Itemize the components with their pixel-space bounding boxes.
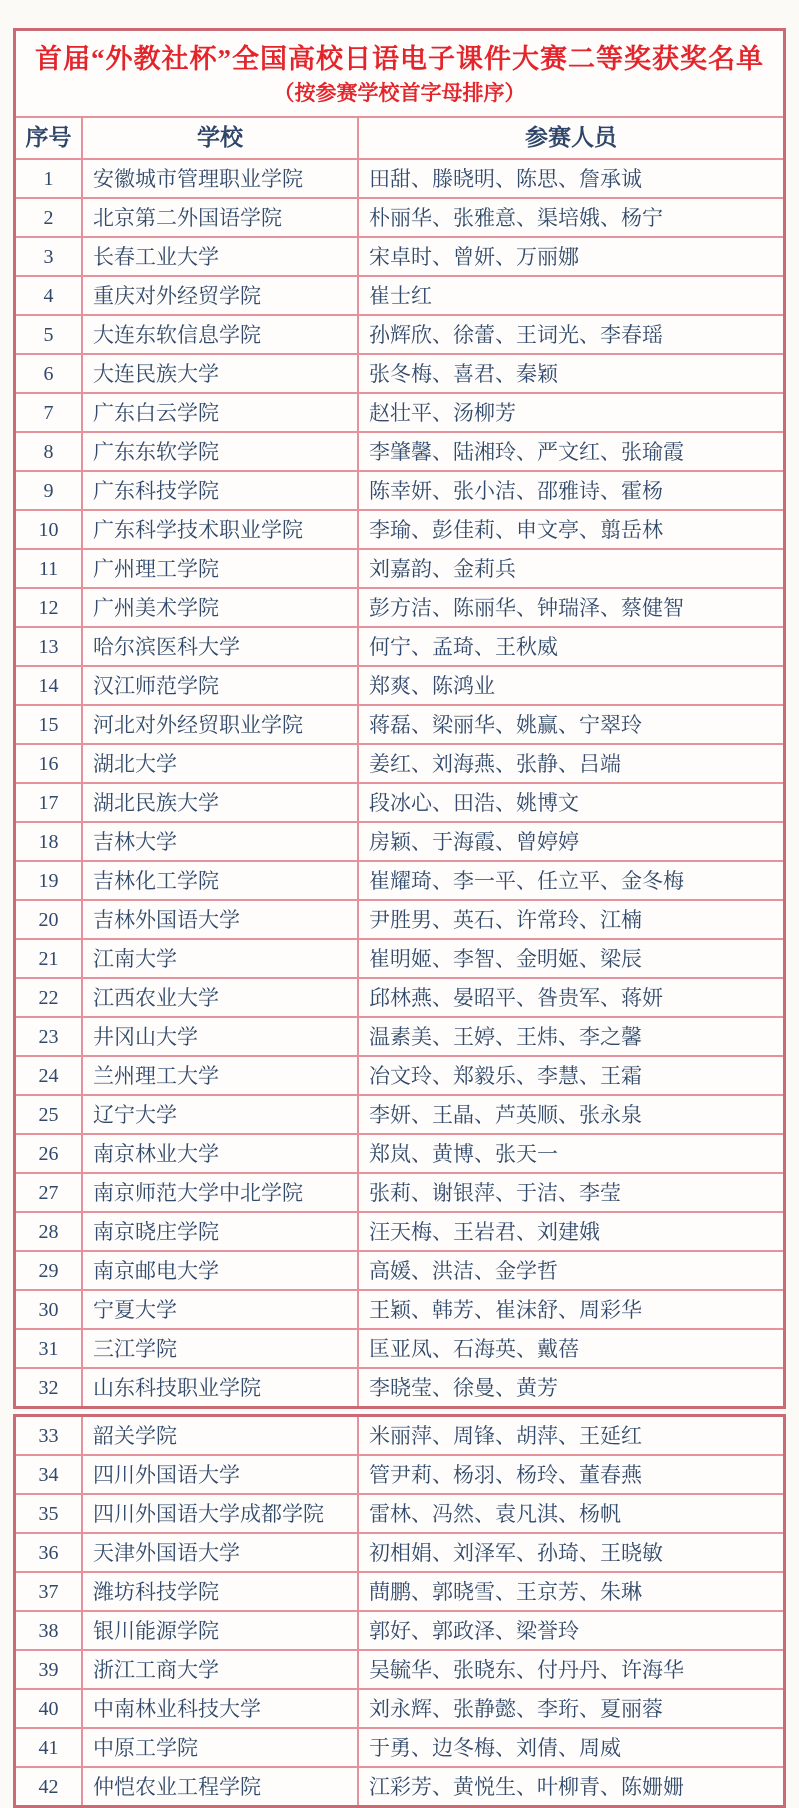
award-list-document bbox=[13, 28, 786, 1808]
row-school: 湖北大学 bbox=[83, 745, 359, 782]
table-row bbox=[16, 1417, 783, 1454]
table-row bbox=[16, 275, 783, 314]
table-rows-33-42 bbox=[16, 1417, 783, 1805]
row-school: 大连民族大学 bbox=[83, 355, 359, 392]
row-participants: 宋卓时、曾妍、万丽娜 bbox=[369, 244, 579, 269]
row-school: 广东科技学院 bbox=[83, 472, 359, 509]
row-participants: 房颖、于海霞、曾婷婷 bbox=[369, 829, 579, 854]
row-number: 9 bbox=[16, 472, 83, 509]
table-row bbox=[16, 1454, 783, 1493]
row-participants: 张冬梅、喜君、秦颖 bbox=[369, 361, 558, 386]
table-row bbox=[16, 353, 783, 392]
row-participants: 雷林、冯然、袁凡淇、杨帆 bbox=[369, 1501, 621, 1526]
row-school: 天津外国语大学 bbox=[83, 1534, 359, 1571]
row-school: 井冈山大学 bbox=[83, 1018, 359, 1055]
row-number: 27 bbox=[16, 1174, 83, 1211]
table-row bbox=[16, 1289, 783, 1328]
row-participants: 汪天梅、王岩君、刘建娥 bbox=[369, 1219, 600, 1244]
table-row bbox=[16, 314, 783, 353]
row-number: 13 bbox=[16, 628, 83, 665]
row-number: 25 bbox=[16, 1096, 83, 1133]
table-row bbox=[16, 236, 783, 275]
row-number: 20 bbox=[16, 901, 83, 938]
row-school: 长春工业大学 bbox=[83, 238, 359, 275]
table-block-main bbox=[13, 28, 786, 1409]
row-number: 21 bbox=[16, 940, 83, 977]
row-number: 22 bbox=[16, 979, 83, 1016]
row-school: 山东科技职业学院 bbox=[83, 1369, 359, 1406]
row-participants: 张莉、谢银萍、于洁、李莹 bbox=[369, 1180, 621, 1205]
table-row bbox=[16, 431, 783, 470]
row-participants: 温素美、王婷、王炜、李之馨 bbox=[369, 1024, 642, 1049]
header-participants: 参赛人员 bbox=[525, 125, 617, 150]
row-participants: 李瑜、彭佳莉、申文亭、翦岳林 bbox=[369, 517, 663, 542]
row-participants: 崔士红 bbox=[369, 283, 432, 308]
row-number: 15 bbox=[16, 706, 83, 743]
table-row bbox=[16, 743, 783, 782]
row-number: 2 bbox=[16, 199, 83, 236]
row-school: 广东科学技术职业学院 bbox=[83, 511, 359, 548]
row-participants: 李肇馨、陆湘玲、严文红、张瑜霞 bbox=[369, 439, 684, 464]
row-number: 11 bbox=[16, 550, 83, 587]
row-number: 8 bbox=[16, 433, 83, 470]
row-number: 24 bbox=[16, 1057, 83, 1094]
row-school: 南京林业大学 bbox=[83, 1135, 359, 1172]
row-participants: 何宁、孟琦、王秋威 bbox=[369, 634, 558, 659]
row-participants: 赵壮平、汤柳芳 bbox=[369, 400, 516, 425]
row-number: 29 bbox=[16, 1252, 83, 1289]
row-number: 7 bbox=[16, 394, 83, 431]
row-number: 3 bbox=[16, 238, 83, 275]
row-school: 吉林外国语大学 bbox=[83, 901, 359, 938]
table-row bbox=[16, 899, 783, 938]
row-school: 江南大学 bbox=[83, 940, 359, 977]
row-participants: 刘嘉韵、金莉兵 bbox=[369, 556, 516, 581]
row-participants: 郑岚、黄博、张天一 bbox=[369, 1141, 558, 1166]
row-participants: 李晓莹、徐曼、黄芳 bbox=[369, 1375, 558, 1400]
row-participants: 崔明姬、李智、金明姬、梁辰 bbox=[369, 946, 642, 971]
row-school: 江西农业大学 bbox=[83, 979, 359, 1016]
row-number: 16 bbox=[16, 745, 83, 782]
row-participants: 郑爽、陈鸿业 bbox=[369, 673, 495, 698]
table-row bbox=[16, 1766, 783, 1805]
row-participants: 冶文玲、郑毅乐、李慧、王霜 bbox=[369, 1063, 642, 1088]
row-number: 18 bbox=[16, 823, 83, 860]
row-participants: 蔄鹏、郭晓雪、王京芳、朱琳 bbox=[369, 1579, 642, 1604]
row-number: 35 bbox=[16, 1495, 83, 1532]
row-participants: 陈幸妍、张小洁、邵雅诗、霍杨 bbox=[369, 478, 663, 503]
table-row bbox=[16, 1727, 783, 1766]
row-number: 41 bbox=[16, 1729, 83, 1766]
table-row bbox=[16, 509, 783, 548]
table-row bbox=[16, 1688, 783, 1727]
row-participants: 米丽萍、周锋、胡萍、王延红 bbox=[369, 1423, 642, 1448]
row-school: 广州美术学院 bbox=[83, 589, 359, 626]
row-school: 四川外国语大学 bbox=[83, 1456, 359, 1493]
table-header-row bbox=[16, 118, 783, 158]
row-number: 31 bbox=[16, 1330, 83, 1367]
table-row bbox=[16, 1055, 783, 1094]
row-school: 仲恺农业工程学院 bbox=[83, 1768, 359, 1805]
row-participants: 孙辉欣、徐蕾、王词光、李春瑶 bbox=[369, 322, 663, 347]
table-row bbox=[16, 860, 783, 899]
row-participants: 刘永辉、张静懿、李珩、夏丽蓉 bbox=[369, 1696, 663, 1721]
row-school: 兰州理工大学 bbox=[83, 1057, 359, 1094]
table-row bbox=[16, 938, 783, 977]
table-row bbox=[16, 977, 783, 1016]
row-number: 5 bbox=[16, 316, 83, 353]
row-participants: 于勇、边冬梅、刘倩、周威 bbox=[369, 1735, 621, 1760]
row-school: 潍坊科技学院 bbox=[83, 1573, 359, 1610]
row-number: 37 bbox=[16, 1573, 83, 1610]
table-rows-1-32 bbox=[16, 158, 783, 1406]
row-number: 12 bbox=[16, 589, 83, 626]
row-number: 17 bbox=[16, 784, 83, 821]
row-number: 23 bbox=[16, 1018, 83, 1055]
row-school: 大连东软信息学院 bbox=[83, 316, 359, 353]
table-row bbox=[16, 1649, 783, 1688]
row-number: 38 bbox=[16, 1612, 83, 1649]
row-participants: 姜红、刘海燕、张静、吕端 bbox=[369, 751, 621, 776]
row-participants: 管尹莉、杨羽、杨玲、董春燕 bbox=[369, 1462, 642, 1487]
row-participants: 匡亚凤、石海英、戴蓓 bbox=[369, 1336, 579, 1361]
table-row bbox=[16, 470, 783, 509]
row-school: 宁夏大学 bbox=[83, 1291, 359, 1328]
row-school: 三江学院 bbox=[83, 1330, 359, 1367]
row-number: 34 bbox=[16, 1456, 83, 1493]
row-school: 汉江师范学院 bbox=[83, 667, 359, 704]
table-row bbox=[16, 665, 783, 704]
row-school: 吉林化工学院 bbox=[83, 862, 359, 899]
row-school: 四川外国语大学成都学院 bbox=[83, 1495, 359, 1532]
table-row bbox=[16, 158, 783, 197]
table-row bbox=[16, 1094, 783, 1133]
row-participants: 段冰心、田浩、姚博文 bbox=[369, 790, 579, 815]
table-row bbox=[16, 1571, 783, 1610]
table-row bbox=[16, 1367, 783, 1406]
table-row bbox=[16, 1493, 783, 1532]
table-row bbox=[16, 392, 783, 431]
table-row bbox=[16, 587, 783, 626]
table-block-continued bbox=[13, 1414, 786, 1808]
table-row bbox=[16, 821, 783, 860]
row-school: 广东东软学院 bbox=[83, 433, 359, 470]
row-number: 1 bbox=[16, 160, 83, 197]
row-school: 广东白云学院 bbox=[83, 394, 359, 431]
table-row bbox=[16, 1133, 783, 1172]
row-number: 40 bbox=[16, 1690, 83, 1727]
header-no: 序号 bbox=[16, 118, 83, 158]
row-participants: 吴毓华、张晓东、付丹丹、许海华 bbox=[369, 1657, 684, 1682]
row-participants: 田甜、滕晓明、陈思、詹承诚 bbox=[369, 166, 642, 191]
row-number: 10 bbox=[16, 511, 83, 548]
table-row bbox=[16, 1532, 783, 1571]
row-number: 4 bbox=[16, 277, 83, 314]
row-participants: 蒋磊、梁丽华、姚赢、宁翠玲 bbox=[369, 712, 642, 737]
header-school: 学校 bbox=[83, 118, 359, 158]
table-row bbox=[16, 548, 783, 587]
row-school: 韶关学院 bbox=[83, 1417, 359, 1454]
table-row bbox=[16, 1328, 783, 1367]
row-school: 安徽城市管理职业学院 bbox=[83, 160, 359, 197]
row-school: 南京晓庄学院 bbox=[83, 1213, 359, 1250]
table-row bbox=[16, 1250, 783, 1289]
page-title: 首届“外教社杯”全国高校日语电子课件大赛二等奖获奖名单 bbox=[35, 44, 764, 74]
row-school: 河北对外经贸职业学院 bbox=[83, 706, 359, 743]
table-row bbox=[16, 197, 783, 236]
table-row bbox=[16, 1172, 783, 1211]
row-participants: 高媛、洪洁、金学哲 bbox=[369, 1258, 558, 1283]
page-subtitle: （按参赛学校首字母排序） bbox=[273, 81, 526, 105]
row-school: 北京第二外国语学院 bbox=[83, 199, 359, 236]
table-row bbox=[16, 1610, 783, 1649]
table-row bbox=[16, 1211, 783, 1250]
row-school: 吉林大学 bbox=[83, 823, 359, 860]
row-number: 26 bbox=[16, 1135, 83, 1172]
row-number: 32 bbox=[16, 1369, 83, 1406]
row-school: 辽宁大学 bbox=[83, 1096, 359, 1133]
row-participants: 朴丽华、张雅意、渠培娥、杨宁 bbox=[369, 205, 663, 230]
table-row bbox=[16, 626, 783, 665]
row-number: 28 bbox=[16, 1213, 83, 1250]
row-school: 湖北民族大学 bbox=[83, 784, 359, 821]
row-number: 42 bbox=[16, 1768, 83, 1805]
table-row bbox=[16, 782, 783, 821]
table-row bbox=[16, 704, 783, 743]
title-cell bbox=[16, 31, 783, 118]
row-participants: 初相娟、刘泽军、孙琦、王晓敏 bbox=[369, 1540, 663, 1565]
row-school: 重庆对外经贸学院 bbox=[83, 277, 359, 314]
row-participants: 王颖、韩芳、崔沫舒、周彩华 bbox=[369, 1297, 642, 1322]
row-school: 浙江工商大学 bbox=[83, 1651, 359, 1688]
row-school: 中原工学院 bbox=[83, 1729, 359, 1766]
row-number: 14 bbox=[16, 667, 83, 704]
row-participants: 邱林燕、晏昭平、昝贵军、蒋妍 bbox=[369, 985, 663, 1010]
row-school: 哈尔滨医科大学 bbox=[83, 628, 359, 665]
row-school: 广州理工学院 bbox=[83, 550, 359, 587]
row-school: 南京邮电大学 bbox=[83, 1252, 359, 1289]
row-participants: 郭好、郭政泽、梁誉玲 bbox=[369, 1618, 579, 1643]
row-participants: 崔耀琦、李一平、任立平、金冬梅 bbox=[369, 868, 684, 893]
row-number: 30 bbox=[16, 1291, 83, 1328]
row-participants: 彭方洁、陈丽华、钟瑞泽、蔡健智 bbox=[369, 595, 684, 620]
row-number: 19 bbox=[16, 862, 83, 899]
row-school: 南京师范大学中北学院 bbox=[83, 1174, 359, 1211]
row-number: 39 bbox=[16, 1651, 83, 1688]
row-number: 36 bbox=[16, 1534, 83, 1571]
row-number: 6 bbox=[16, 355, 83, 392]
row-participants: 李妍、王晶、芦英顺、张永泉 bbox=[369, 1102, 642, 1127]
table-row bbox=[16, 1016, 783, 1055]
row-school: 银川能源学院 bbox=[83, 1612, 359, 1649]
row-participants: 尹胜男、英石、许常玲、江楠 bbox=[369, 907, 642, 932]
row-number: 33 bbox=[16, 1417, 83, 1454]
row-participants: 江彩芳、黄悦生、叶柳青、陈姗姗 bbox=[369, 1774, 684, 1799]
row-school: 中南林业科技大学 bbox=[83, 1690, 359, 1727]
